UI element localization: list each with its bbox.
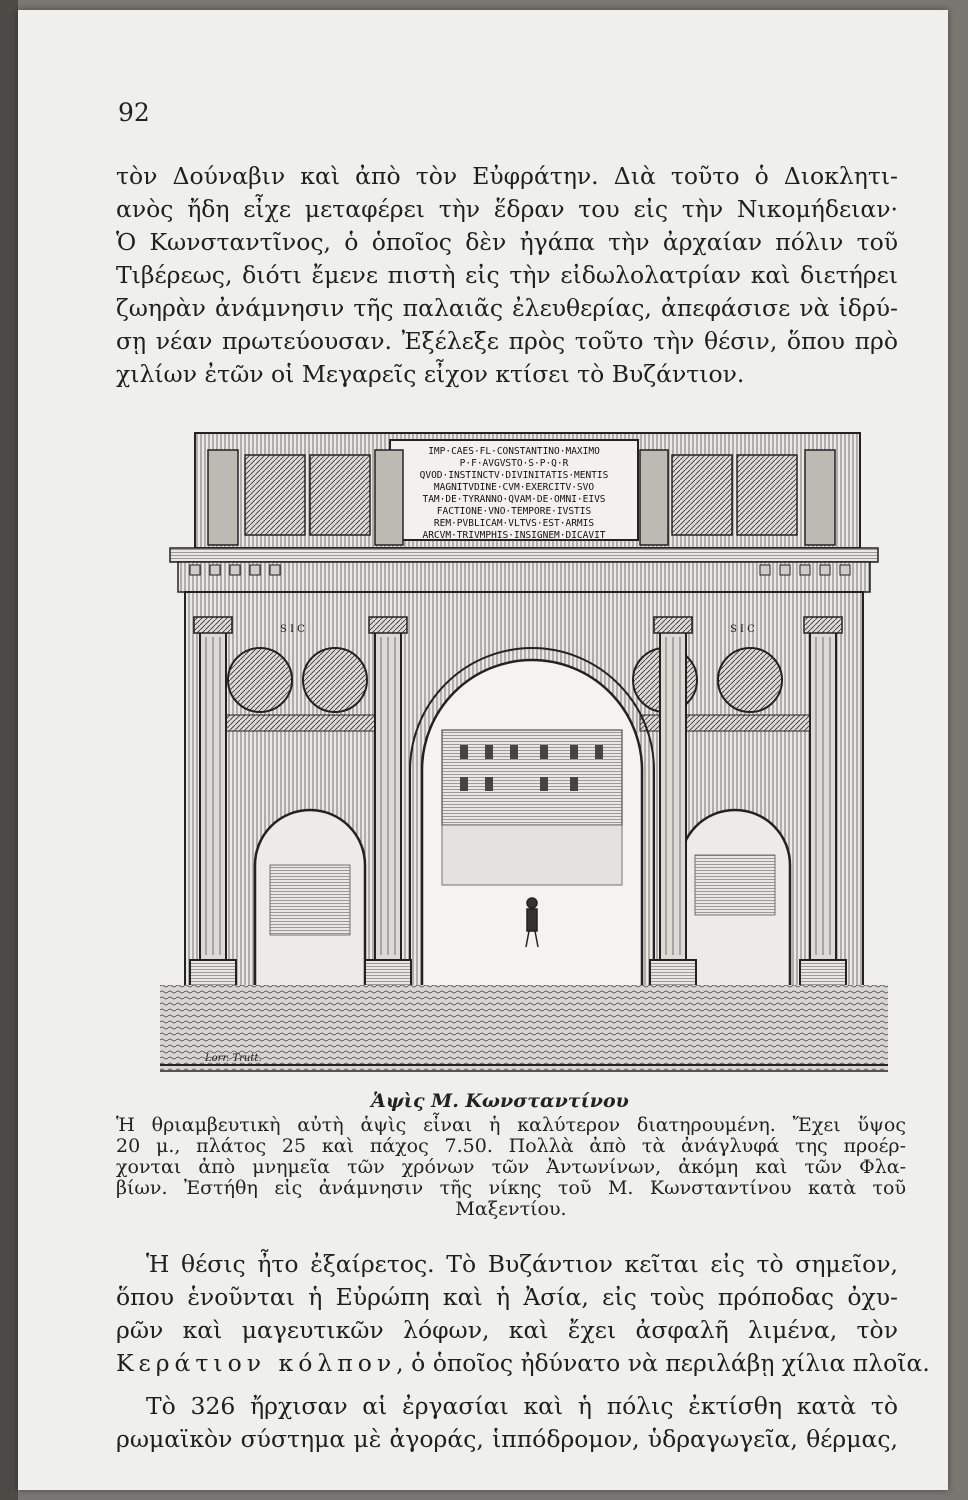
caption-line: 20 μ., πλάτος 25 καὶ πάχος 7.50. Πολλὰ ἀπὸ τὰ ἀνάγλυφά της προέρ-: [116, 1135, 906, 1157]
inscription-line: FACTIONE·VNO·TEMPORE·IVSTIS: [436, 506, 592, 517]
text-segment: , ὁ ὁποῖος ἠδύνατο νὰ περιλάβῃ χίλια πλοῖα.: [396, 1349, 930, 1377]
paragraph-3: [116, 1390, 898, 1456]
attic-letters-left: S I C: [280, 624, 305, 635]
text-line: Τιβέρεως, διότι ἔμενε πιστὴ εἰς τὴν εἰδωλολατρίαν καὶ διετήρει: [116, 261, 898, 289]
caption-line: χονται ἀπὸ μνημεῖα τῶν χρόνων τῶν Ἀντωνίνων, ἀκόμη καὶ τῶν Φλα-: [116, 1156, 906, 1178]
figure-caption: [116, 1115, 906, 1220]
inscription-line: MAGNITVDINE·CVM·EXERCITV·SVO: [433, 482, 595, 493]
text-line: ανὸς ἤδη εἶχε μεταφέρει τὴν ἕδραν του εἰς τὴν Νικομήδειαν·: [116, 195, 898, 223]
arch-of-constantine-engraving: [160, 425, 888, 1072]
text-line: ὅπου ἑνοῦνται ἡ Εὐρώπη καὶ ἡ Ἀσία, εἰς τοὺς πρόποδας ὀχυ-: [116, 1283, 898, 1311]
page-number: 92: [118, 98, 150, 127]
engraver-signature: Lorr. Trutt.: [205, 1053, 262, 1064]
text-line: Τὸ 326 ἤρχισαν αἱ ἐργασίαι καὶ ἡ πόλις ἐκτίσθη κατὰ τὸ: [146, 1392, 898, 1420]
attic-letters-right: S I C: [730, 624, 755, 635]
arch-illustration: [160, 425, 888, 1070]
figure-caption-title: Ἁψὶς Μ. Κωνσταντίνου: [371, 1090, 629, 1112]
text-line: χιλίων ἐτῶν οἱ Μεγαρεῖς εἶχον κτίσει τὸ Βυζάντιον.: [116, 360, 745, 388]
text-line: ζωηρὰν ἀνάμνησιν τῆς παλαιᾶς ἐλευθερίας, ἀπεφάσισε νὰ ἱδρύ-: [116, 294, 898, 322]
text-line: Ὁ Κωνσταντῖνος, ὁ ὁποῖος δὲν ἠγάπα τὴν ἀρχαίαν πόλιν τοῦ: [116, 228, 898, 256]
caption-line: Μαξεντίου.: [455, 1198, 567, 1220]
text-line: τὸν Δούναβιν καὶ ἀπὸ τὸν Εὐφράτην. Διὰ τοῦτο ὁ Διοκλητι-: [116, 162, 898, 190]
inscription-line: TAM·DE·TYRANNO·QVAM·DE·OMNI·EIVS: [422, 494, 606, 505]
text-segment: ρῶν καὶ μαγευτικῶν λόφων, καὶ ἔχει ἀσφαλῆ λιμένα, τὸν: [116, 1316, 898, 1344]
text-line: σῃ νέαν πρωτεύουσαν. Ἐξέλεξε πρὸς τοῦτο τὴν θέσιν, ὅπου πρὸ: [116, 327, 898, 355]
inscription-line: P·F·AVGVSTO·S·P·Q·R: [459, 458, 569, 469]
text-line: ρωμαϊκὸν σύστημα μὲ ἀγοράς, ἱππόδρομον, ὑδραγωγεῖα, θέρμας,: [116, 1425, 898, 1453]
spaced-emphasis: Κεράτιον κόλπον: [116, 1349, 397, 1377]
inscription-line: REM·PVBLICAM·VLTVS·EST·ARMIS: [433, 518, 595, 529]
text-line: [116, 1347, 930, 1380]
text-line: Ἡ θέσις ἦτο ἐξαίρετος. Τὸ Βυζάντιον κεῖται εἰς τὸ σημεῖον,: [146, 1250, 898, 1278]
paragraph-1: [116, 160, 898, 391]
paragraph-2: [116, 1248, 930, 1380]
inscription-line: IMP·CAES·FL·CONSTANTINO·MAXIMO: [428, 446, 600, 457]
caption-line: βίων. Ἐστήθη εἰς ἀνάμνησιν τῆς νίκης τοῦ Μ. Κωνσταντίνου κατὰ τοῦ: [116, 1177, 906, 1199]
inscription-line: ARCVM·TRIVMPHIS·INSIGNEM·DICAVIT: [422, 530, 606, 541]
caption-line: Ἡ θριαμβευτικὴ αὐτὴ ἁψὶς εἶναι ἡ καλύτερον διατηρουμένη. Ἔχει ὕψος: [116, 1114, 906, 1136]
inscription-line: QVOD·INSTINCTV·DIVINITATIS·MENTIS: [419, 470, 609, 481]
page-shadow-edge: [0, 0, 18, 1500]
text-line: [116, 1314, 898, 1347]
